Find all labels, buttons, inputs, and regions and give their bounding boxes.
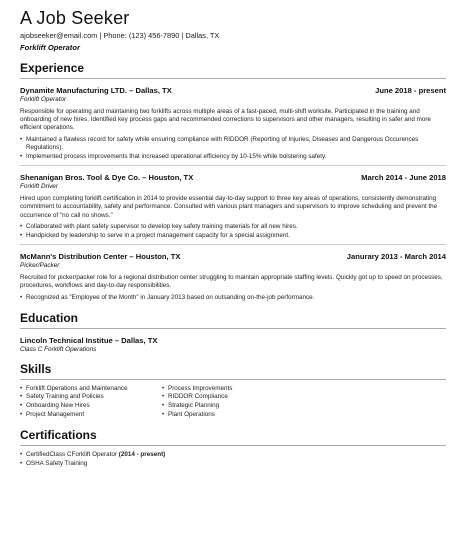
job-divider [20,165,446,166]
resume-header [20,8,446,52]
job-bullet: • Collaborated with plant safety supervisor to develop key safety training materials for all new hires. [20,223,446,231]
education-credential: Class C Forklift Operations [20,345,97,353]
job-entry [20,173,446,245]
certifications-section [20,428,446,468]
certification-name: OSHA Safety Training [26,459,88,467]
experience-section [20,61,446,302]
certification-item [20,460,446,469]
job-summary: Hired upon completing forklift certification in 2014 to provide essential day-to-day support to three key areas of operations, consistently demonstrating commitment to accountability, safety and performance. Consulted with various plant managers and supervisors to improve scheduling and prevent the occurrence of "no call no shows." [20,195,438,219]
education-school: Lincoln Technical Institue – Dallas, TX [20,335,158,345]
skill-item: • Forklift Operations and Maintenance [20,385,160,394]
experience-heading: Experience [20,61,446,79]
job-summary: Responsible for operating and maintaining two forklifts across multiple areas of a fast-paced, multi-shift worksite. Participated in the training and onboarding of new hires. Identified key process gaps and recommended corrections to supervisors and other managers, resulting in safer and more efficient operations. [20,108,431,132]
job-bullet: • Maintained a flawless record for safety while ensuring compliance with RIDDOR (Reporting of Injuries, Diseases and Dangerous Occurences Regulations). [20,136,446,152]
job-title: Forklift Operator [20,96,67,103]
job-bullets [20,223,446,240]
education-section [20,311,446,353]
applicant-name: A Job Seeker [20,8,130,28]
job-title: Forklift Driver [20,183,58,191]
job-bullets [20,136,446,162]
certifications-heading: Certifications [20,428,446,446]
certifications-list [20,451,446,468]
job-entry [20,252,446,302]
skills-list [20,385,446,419]
job-title: Picker/Packer [20,262,60,270]
job-bullets [20,294,446,302]
skill-item: • Strategic Planning [162,402,302,411]
skill-item: • Safety Training and Policies [20,393,160,402]
contact-line: ajobseeker@email.com | Phone: (123) 456-7890 | Dallas, TX [20,31,220,40]
job-divider [20,244,446,245]
skill-item: • Process Improvements [162,385,302,394]
skills-heading: Skills [20,362,446,380]
job-employer: McMann's Distribution Center – Houston, TX [20,252,181,262]
certification-dates: (2014 - present) [118,451,166,459]
job-dates: June 2018 - present [375,86,446,95]
certification-item [20,451,446,460]
job-summary: Recruited for picker/packer role for a regional distribution center struggling to maintain appropriate staffing levels. Quickly got up to speed on processes, procedures, workflows and day-to-day responsibilities. [20,274,443,290]
education-heading: Education [20,311,446,329]
job-employer: Shenanigan Bros. Tool & Dye Co. – Houston, TX [20,173,194,183]
skill-item: • Onboarding New Hires [20,402,160,411]
resume-page [20,8,446,468]
job-bullet: • Implemented process improvements that increased operational efficiency by 10-15% while bolstering safety. [20,153,446,161]
job-dates: Janurary 2013 - March 2014 [346,252,446,262]
skill-item: • RIDDOR Compliance [162,393,302,402]
job-dates: March 2014 - June 2018 [361,173,446,183]
headline: Forklift Operator [20,43,80,52]
certification-name: CertifiedClass CForklift Operator [26,451,117,459]
job-entry [20,86,446,166]
skill-item: • Project Management [20,411,160,420]
job-bullet: • Recognized as "Employee of the Month" in January 2013 based on outsanding on-the-job performance. [20,294,446,302]
skill-item: • Plant Operations [162,411,302,420]
job-bullet: • Handpicked by leadership to serve in a project management capacity for a special assignment. [20,232,446,240]
job-employer: Dynamite Manufacturing LTD. – Dallas, TX [20,86,172,95]
skills-section [20,362,446,419]
